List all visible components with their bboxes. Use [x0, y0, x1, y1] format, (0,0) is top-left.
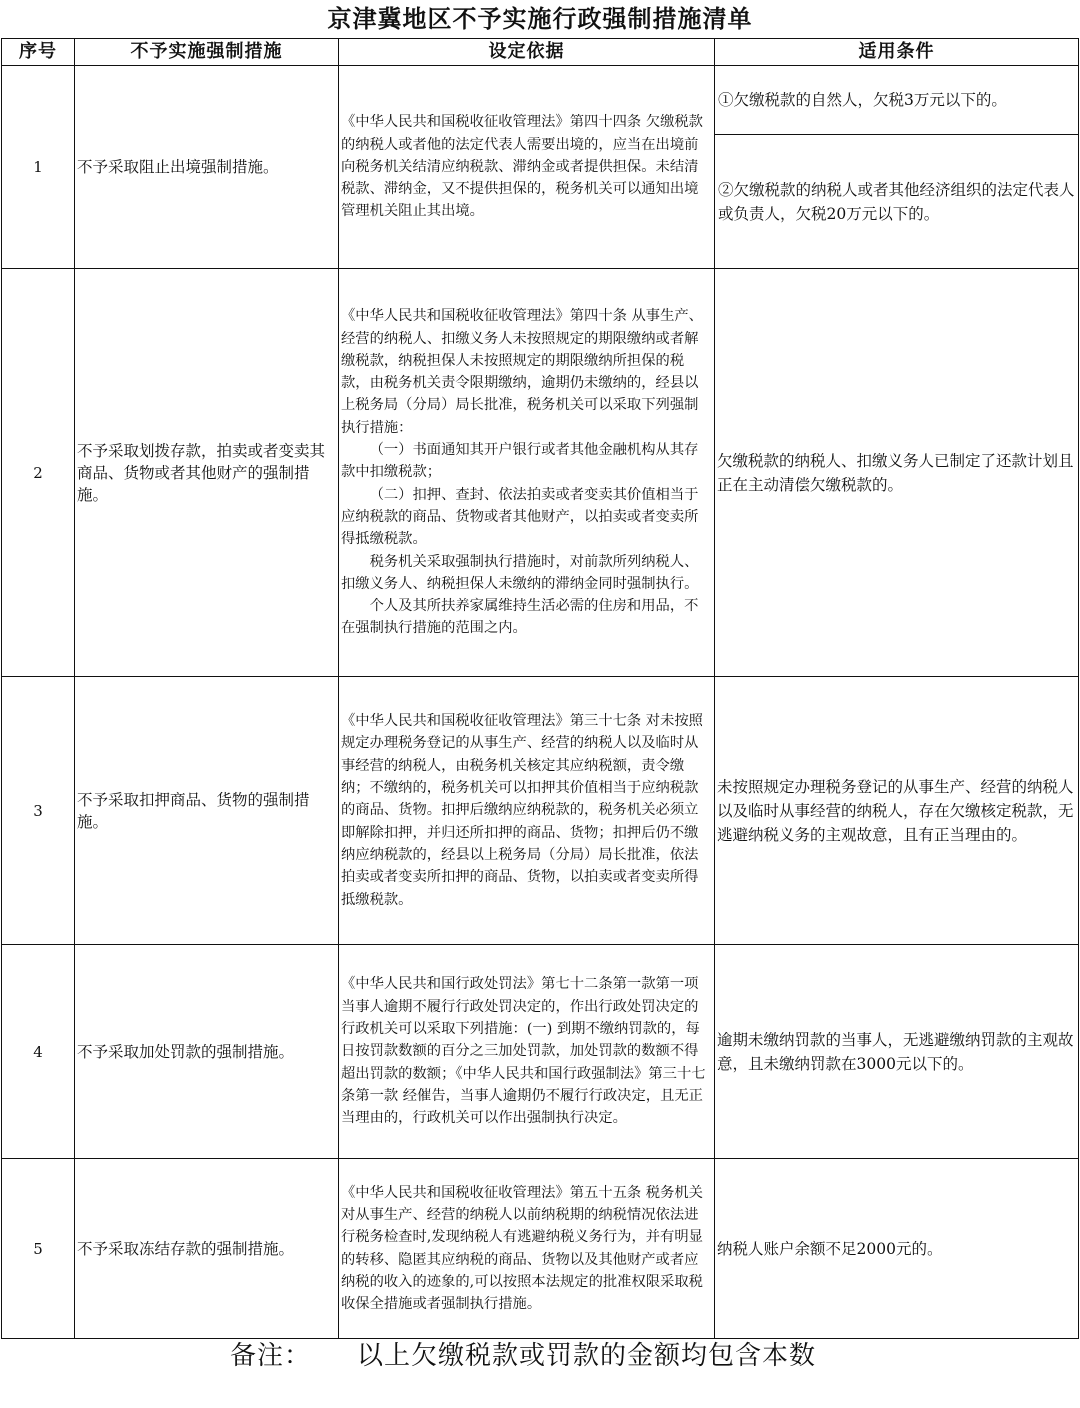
basis-paragraph: 《中华人民共和国行政处罚法》第七十二条第一款第一项 当事人逾期不履行行政处罚决定的，作出行政处罚决定的行政机关可以采取下列措施：(一) 到期不缴纳罚款的，每日按罚款数额的百分之三加处罚款，加处罚款的数额不得超出罚款的数额；《中华人民共和国行政强制法》第三十七条第一款 经催告，当事人逾期仍不履行行政决定，且无正当理由的，行政机关可以作出强制执行决定。	[341, 976, 706, 1127]
header-seq: 序号	[2, 39, 75, 66]
table-row	[2, 66, 1079, 269]
basis-paragraph: 税务机关采取强制执行措施时，对前款所列纳税人、扣缴义务人、纳税担保人未缴纳的滞纳金同时强制执行。	[341, 553, 699, 592]
row-basis	[339, 677, 715, 945]
basis-paragraph: 《中华人民共和国税收征收管理法》第三十七条 对未按照规定办理税务登记的从事生产、经营的纳税人以及临时从事经营的纳税人，由税务机关核定其应纳税额，责令缴纳；不缴纳的，税务机关可以扣押其价值相当于应纳税款的商品、货物。扣押后缴纳应纳税款的，税务机关必须立即解除扣押，并归还所扣押的商品、货物；扣押后仍不缴纳应纳税款的，经县以上税务局（分局）局长批准，依法拍卖或者变卖所扣押的商品、货物，以拍卖或者变卖所得抵缴税款。	[341, 713, 703, 908]
row-basis	[339, 1159, 715, 1339]
row-measure: 不予采取阻止出境强制措施。	[75, 66, 339, 269]
row-seq: 4	[2, 945, 75, 1159]
table-row	[2, 269, 1079, 677]
basis-paragraph: 个人及其所扶养家属维持生活必需的住房和用品，不在强制执行措施的范围之内。	[341, 598, 699, 637]
basis-paragraph: （一）书面通知其开户银行或者其他金融机构从其存款中扣缴税款；	[341, 442, 699, 481]
row-condition: 欠缴税款的纳税人、扣缴义务人已制定了还款计划且正在主动清偿欠缴税款的。	[715, 269, 1079, 677]
row-condition: 未按照规定办理税务登记的从事生产、经营的纳税人以及临时从事经营的纳税人，存在欠缴核定税款，无逃避纳税义务的主观故意，且有正当理由的。	[715, 677, 1079, 945]
table-header-row	[2, 39, 1079, 66]
table-row	[2, 677, 1079, 945]
row-conditions	[715, 66, 1079, 269]
row-measure: 不予采取划拨存款，拍卖或者变卖其商品、货物或者其他财产的强制措施。	[75, 269, 339, 677]
document-title: 京津冀地区不予实施行政强制措施清单	[327, 5, 753, 33]
row-seq: 3	[2, 677, 75, 945]
table-row	[2, 1159, 1079, 1339]
basis-paragraph: （二）扣押、查封、依法拍卖或者变卖其价值相当于应纳税款的商品、货物或者其他财产，以拍卖或者变卖所得抵缴税款。	[341, 486, 699, 548]
condition-item: ①欠缴税款的自然人，欠税3万元以下的。	[715, 66, 1078, 135]
header-measure: 不予实施强制措施	[75, 39, 339, 66]
header-condition: 适用条件	[715, 39, 1079, 66]
basis-paragraph: 《中华人民共和国税收征收管理法》第五十五条 税务机关对从事生产、经营的纳税人以前纳税期的纳税情况依法进行税务检查时,发现纳税人有逃避纳税义务行为，并有明显的转移、隐匿其应纳税的商品、货物以及其他财产或者应纳税的收入的迹象的,可以按照本法规定的批准权限采取税收保全措施或者强制执行措施。	[341, 1184, 703, 1313]
row-measure: 不予采取冻结存款的强制措施。	[75, 1159, 339, 1339]
row-measure: 不予采取加处罚款的强制措施。	[75, 945, 339, 1159]
footnote-label: 备注：	[230, 1341, 312, 1371]
row-seq: 1	[2, 66, 75, 269]
row-seq: 5	[2, 1159, 75, 1339]
footnote-text: 以上欠缴税款或罚款的金额均包含本数	[357, 1341, 817, 1371]
row-measure: 不予采取扣押商品、货物的强制措施。	[75, 677, 339, 945]
row-condition: 纳税人账户余额不足2000元的。	[715, 1159, 1079, 1339]
row-basis	[339, 269, 715, 677]
row-basis	[339, 945, 715, 1159]
header-basis: 设定依据	[339, 39, 715, 66]
footnote	[230, 1335, 816, 1372]
measures-table	[1, 38, 1079, 1339]
table-row	[2, 945, 1079, 1159]
row-condition: 逾期未缴纳罚款的当事人，无逃避缴纳罚款的主观故意，且未缴纳罚款在3000元以下的。	[715, 945, 1079, 1159]
row-basis	[339, 66, 715, 269]
basis-paragraph: 《中华人民共和国税收征收管理法》第四十四条 欠缴税款的纳税人或者他的法定代表人需要出境的，应当在出境前向税务机关结清应纳税款、滞纳金或者提供担保。未结清税款、滞纳金，又不提供担保的，税务机关可以通知出境管理机关阻止其出境。	[341, 114, 703, 220]
condition-item: ②欠缴税款的纳税人或者其他经济组织的法定代表人或负责人，欠税20万元以下的。	[718, 180, 1075, 223]
row-seq: 2	[2, 269, 75, 677]
basis-paragraph: 《中华人民共和国税收征收管理法》第四十条 从事生产、经营的纳税人、扣缴义务人未按照规定的期限缴纳或者解缴税款，纳税担保人未按照规定的期限缴纳所担保的税款，由税务机关责令限期缴纳，逾期仍未缴纳的，经县以上税务局（分局）局长批准，税务机关可以采取下列强制执行措施：	[341, 308, 703, 436]
